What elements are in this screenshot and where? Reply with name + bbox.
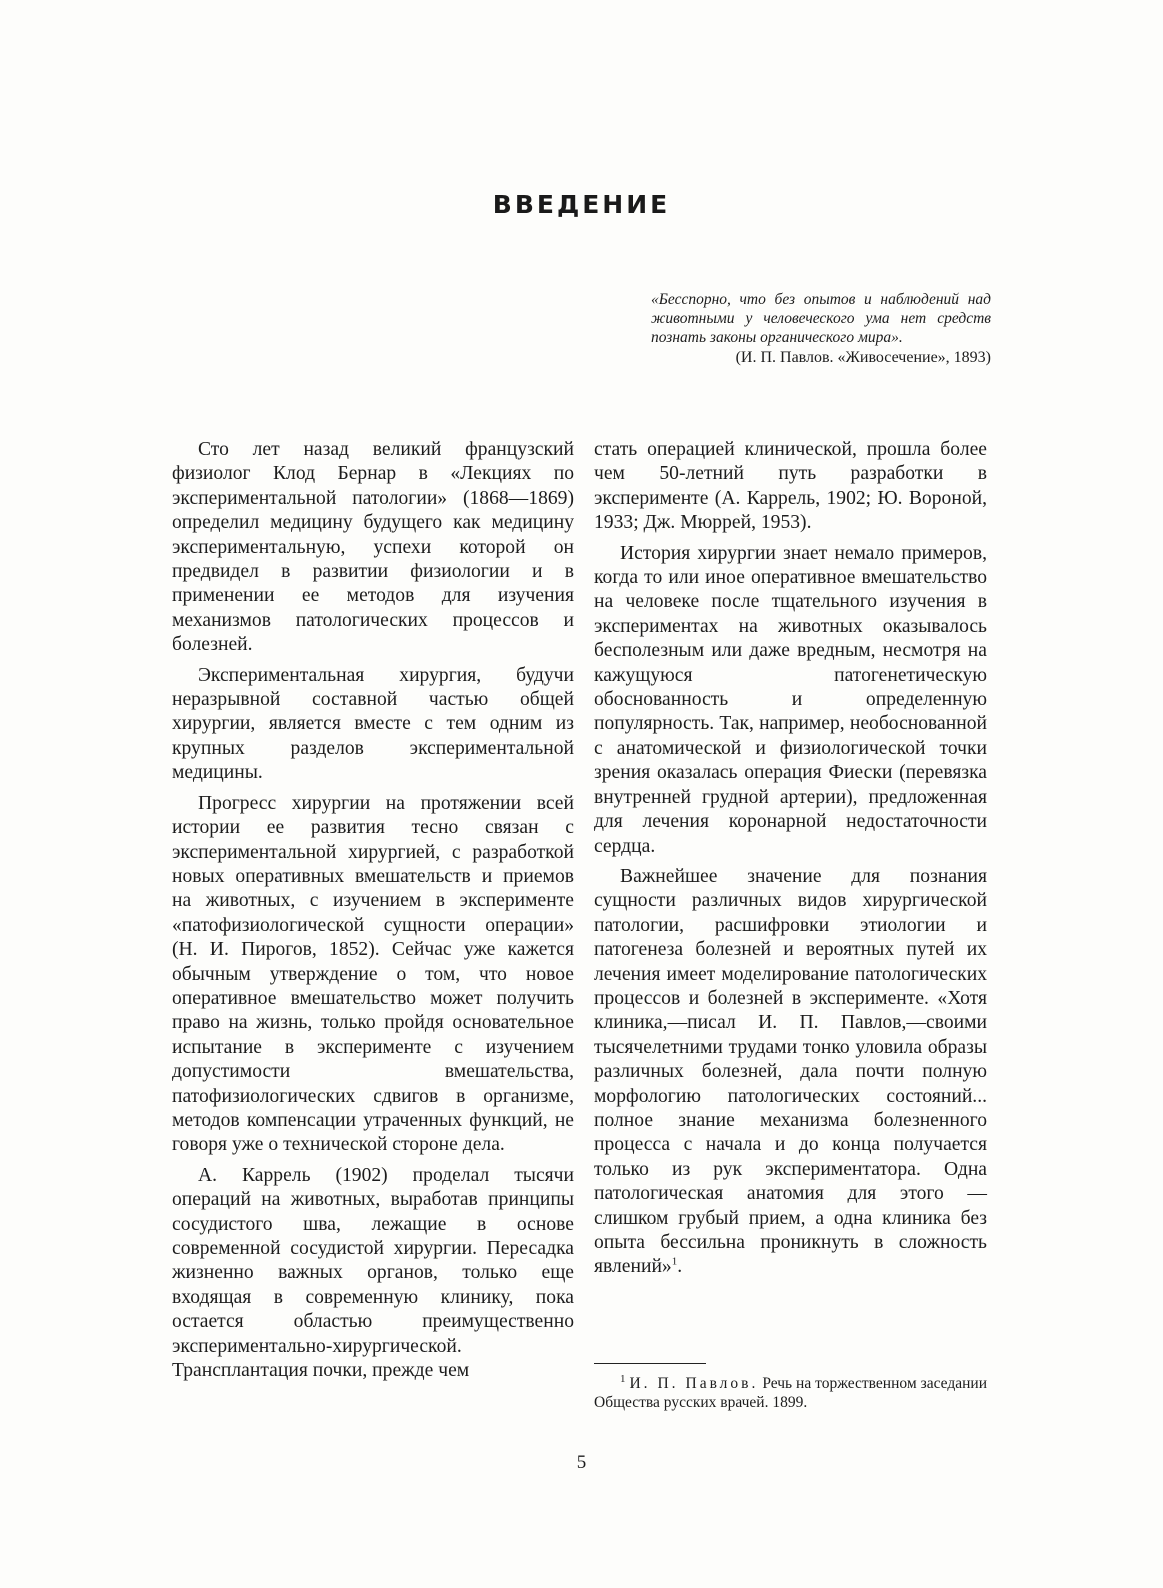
chapter-title: ВВЕДЕНИЕ <box>492 190 671 219</box>
paragraph: История хирургии знает немало примеров, когда то или иное оперативное вмешательство на человеке после тщательного изучения в экспериментах на животных оказывалось бесполезным или даже вредным, несмотря на кажущуюся патогенетическую обоснованность и определенную популярность. Так, например, необоснованной с анатомической и физиологической точки зрения оказалась операция Фиески (перевязка внутренней грудной артерии), предложенная для лечения коронарной недостаточности сердца. <box>594 542 987 857</box>
paragraph: Прогресс хирургии на протяжении всей истории ее развития тесно связан с экспериментальной хирургией, с разработкой новых оперативных вмешательств и приемов на животных, с изучением в эксперименте «патофизиологической сущности операции» (Н. И. Пирогов, 1852). Сейчас уже кажется обычным утверждение о том, что новое оперативное вмешательство может получить право на жизнь, только пройдя основательное испытание в эксперименте с изучением допустимости вмешательства, патофизиологических сдвигов в организме, методов компенсации утраченных функций, не говоря уже о технической стороне дела. <box>172 792 574 1156</box>
epigraph-quote: «Бесспорно, что без опытов и наблюдений над животными у человеческого ума нет средств познать законы органического мира». <box>651 291 991 346</box>
paragraph-text: Важнейшее значение для познания сущности различных видов хирургической патологии, расшифровки этиологии и патогенеза болезней и вероятных путей их лечения имеет моделирование патологических процессов и болезней в эксперименте. «Хотя клиника,—писал И. П. Павлов,—своими тысячелетними трудами тонко уловила образы различных болезней, дала почти полную морфологию патологических состояний... полное знание механизма болезненного процесса с начала и до конца получается только из рук экспериментатора. Одна патологическая анатомия для этого — слишком грубый прием, а одна клиника без опыта бессильна проникнуть в сложность явлений» <box>594 865 987 1278</box>
paragraph: А. Каррель (1902) проделал тысячи операций на животных, выработав принципы сосудистого шва, лежащие в основе современной сосудистой хирургии. Пересадка жизненно важных органов, только еще входящая в современную клинику, пока остается областью преимущественно экспериментально-хирургической. Трансплантация почки, прежде чем <box>172 1164 574 1382</box>
footnote-divider <box>594 1363 706 1364</box>
paragraph <box>594 865 987 1280</box>
footnote-text: Речь на торжественном заседании Общества русских врачей. 1899. <box>594 1375 987 1411</box>
epigraph <box>651 290 991 367</box>
footnote-author: И. П. Павлов. <box>629 1375 759 1392</box>
right-column <box>594 438 987 1280</box>
footnote-mark: 1 <box>620 1372 626 1385</box>
footnote-reference[interactable]: 1 <box>671 1255 678 1268</box>
footnote <box>594 1374 987 1412</box>
paragraph: Сто лет назад великий французский физиолог Клод Бернар в «Лекциях по экспериментальной патологии» (1868—1869) определил медицину будущего как медицину экспериментальную, успехи которой он предвидел в развитии физиологии и в применении ее методов для изучения механизмов патологических процессов и болезней. <box>172 439 574 656</box>
epigraph-source: (И. П. Павлов. «Живосечение», 1893) <box>735 349 991 366</box>
paragraph-end: . <box>677 1256 683 1278</box>
paragraph-continuation: стать операцией клинической, прошла более чем 50-летний путь разработки в эксперименте (А. Каррель, 1902; Ю. Вороной, 1933; Дж. Мюррей, 1953). <box>594 439 987 534</box>
paragraph: Экспериментальная хирургия, будучи неразрывной составной частью общей хирургии, является вместе с тем одним из крупных разделов экспериментальной медицины. <box>172 664 574 784</box>
left-column <box>172 438 574 1383</box>
page-number: 5 <box>576 1452 587 1473</box>
